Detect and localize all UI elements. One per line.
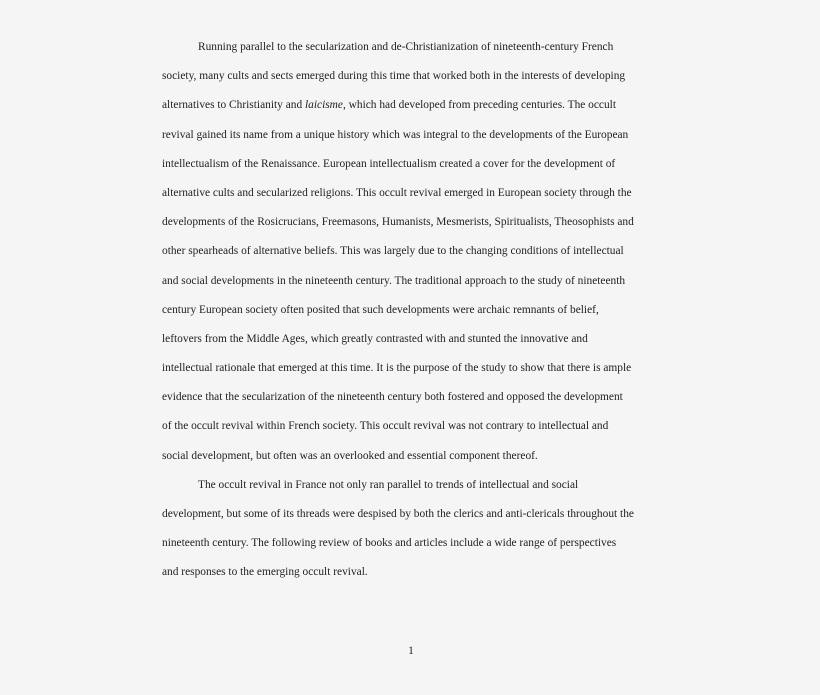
page-number: 1 — [408, 645, 414, 657]
paragraph-1-line-3 — [162, 97, 662, 126]
paragraph-1-line-10: century European society often posited that such developments were archaic remnants of belief, — [162, 303, 599, 316]
paragraph-2-line-1: The occult revival in France not only ran parallel to trends of intellectual and social — [198, 478, 579, 491]
paragraph-2-line-2: development, but some of its threads were despised by both the clerics and anti-clericals throughout the — [162, 508, 634, 520]
paragraph-1-line-8: other spearheads of alternative beliefs. This was largely due to the changing conditions of intellectual — [162, 245, 624, 258]
paragraph-1-line-5: intellectualism of the Renaissance. European intellectualism created a cover for the development of — [162, 157, 616, 170]
paragraph-1-line-11: leftovers from the Middle Ages, which greatly contrasted with and stunted the innovative and — [162, 332, 588, 345]
line-text-before: alternatives to Christianity and — [162, 99, 305, 112]
italic-term: laicisme — [304, 99, 343, 112]
paragraph-2-line-3: nineteenth century. The following review of books and articles include a wide range of perspectives — [162, 537, 617, 550]
paragraph-1-line-6: alternative cults and secularized religions. This occult revival emerged in European society through the — [162, 186, 632, 199]
paragraph-1-line-15: social development, but often was an overlooked and essential component thereof. — [162, 449, 538, 462]
body-text — [162, 39, 662, 594]
paragraph-1-line-7: developments of the Rosicrucians, Freemasons, Humanists, Mesmerists, Spiritualists, Theosophists and — [162, 216, 634, 229]
paragraph-1-line-14: of the occult revival within French society. This occult revival was not contrary to intellectual and — [162, 420, 609, 433]
line-text-after: , which had developed from preceding centuries. The occult — [342, 99, 617, 112]
paragraph-1-line-9: and social developments in the nineteenth century. The traditional approach to the study of nineteenth — [162, 274, 626, 287]
paragraph-1-line-2: society, many cults and sects emerged during this time that worked both in the interests of developing — [162, 70, 626, 83]
paragraph-2-line-4: and responses to the emerging occult revival. — [162, 566, 368, 579]
paragraph-1-line-1: Running parallel to the secularization and de-Christianization of nineteenth-century French — [198, 41, 614, 53]
paragraph-1-line-13: evidence that the secularization of the nineteenth century both fostered and opposed the development — [162, 391, 623, 404]
paragraph-1-line-4: revival gained its name from a unique history which was integral to the developments of the European — [162, 128, 629, 141]
paragraph-1-line-12: intellectual rationale that emerged at this time. It is the purpose of the study to show that there is ample — [162, 362, 632, 375]
